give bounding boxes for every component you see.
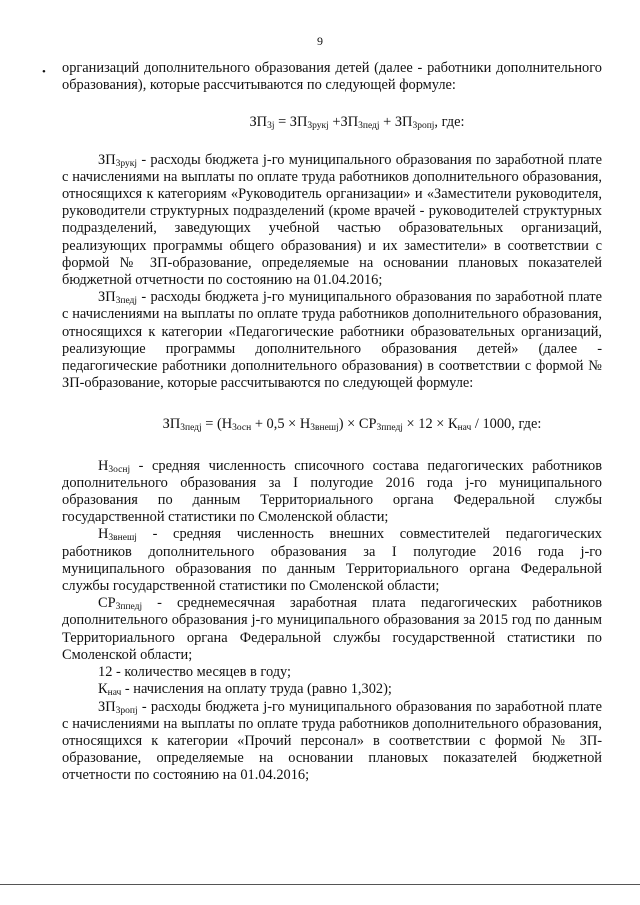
definition-symbol: Н <box>98 526 109 543</box>
definition-n-osn <box>62 458 602 527</box>
definition-symbol: СР <box>98 595 116 612</box>
definition-subscript: 3педj <box>115 296 138 307</box>
formula-term: Н <box>299 416 311 433</box>
intro-paragraph: организаций дополнительного образования детей (далее - работники дополнительного образования), которые рассчитываются по следующей формуле: <box>62 60 602 94</box>
formula-subscript: 3ппедj <box>376 423 403 434</box>
definition-zp-ruk <box>62 152 602 290</box>
formula-operator: = <box>274 114 290 131</box>
definition-text: - начисления на оплату труда (равно 1,302); <box>121 681 392 698</box>
definition-symbol: ЗП <box>98 151 116 168</box>
formula-subscript: 3педj <box>180 423 202 434</box>
definition-zp-ped <box>62 289 602 392</box>
formula-operator: + <box>328 114 341 131</box>
formula-term: ЗП <box>289 114 308 131</box>
formula-operator: × 12 × К <box>402 416 458 433</box>
document-body <box>62 60 602 785</box>
definition-symbol: Н <box>98 457 109 474</box>
formula-operator: + 0,5 × <box>251 416 300 433</box>
definition-symbol: ЗП <box>98 698 116 715</box>
definition-text: - расходы бюджета j-го муниципального образования по заработной плате с начислениями на выплаты по оплате труда работников дополнительного образования, относящихся к категории «Педагогические работники образовательных организаций, реализующие программы дополнительного образования детей» (далее - педагогические работники дополнительного образования) в соответствии с формой № ЗП-образование, которые рассчитываются по следующей формуле: <box>62 289 602 392</box>
definition-k-nach <box>62 681 602 698</box>
page-bottom-rule <box>0 884 640 885</box>
definition-text: - расходы бюджета j-го муниципального образования по заработной плате с начислениями на выплаты по оплате труда работников дополнительного образования, относящихся к категориям «Руководитель организации» и «Заместители руководителя, руководители структурных подразделений (кроме врачей - руководителей структурных подразделений, заведующих учебной частью образовательных организаций, реализующих программы общего образования) и их заместители» в соответствии с формой № ЗП-образование, определяемые на основании плановых показателей бюджетной отчетности по состоянию на 01.04.2016; <box>62 151 602 289</box>
formula-term: ЗП <box>340 114 359 131</box>
formula-term: ЗП <box>249 114 268 131</box>
formula-term: ЗП <box>394 114 413 131</box>
definition-n-vnesh <box>62 526 602 595</box>
formula-tail: , где: <box>434 114 465 131</box>
definition-text: - расходы бюджета j-го муниципального образования по заработной плате с начислениями на выплаты по оплате труда работников дополнительного образования, относящихся к категории «Прочий персонал» в соответствии с формой № ЗП-образование, определяемые на основании плановых показателей бюджетной отчетности по состоянию на 01.04.2016; <box>62 698 602 784</box>
formula-term: Н <box>221 416 233 433</box>
definition-subscript: 3внешj <box>108 533 137 544</box>
formula-subscript: нач <box>457 423 472 434</box>
definition-text: - средняя численность списочного состава педагогических работников дополнительного образования за I полугодие 2016 года j-го муниципального образования по данным Территориального органа Федеральной службы государственной статистики по Смоленской области; <box>62 457 602 526</box>
formula-subscript: 3внешj <box>310 423 339 434</box>
formula-operator: = ( <box>201 416 222 433</box>
formula-subscript: 3j <box>267 121 275 132</box>
definition-subscript: 3рукj <box>115 158 137 169</box>
definition-text: - среднемесячная заработная плата педагогических работников дополнительного образования j-го муниципального образования за 2015 год по данным Территориального органа Федеральной службы государственной статистики по Смоленской области; <box>62 595 602 663</box>
formula-subscript: 3осн <box>232 423 252 434</box>
formula-operator: + <box>379 114 395 131</box>
definition-subscript: нач <box>107 688 122 699</box>
definition-subscript: 3ропj <box>115 705 138 716</box>
page-number: 9 <box>317 34 323 48</box>
formula-subscript: 3ропj <box>412 121 435 132</box>
formula-term: ЗП <box>162 416 181 433</box>
formula-zp3 <box>62 114 602 131</box>
formula-subscript: 3рукj <box>307 121 329 132</box>
definition-sr <box>62 595 602 664</box>
definition-subscript: 3ппедj <box>115 602 143 613</box>
definition-subscript: 3оснj <box>108 464 131 475</box>
formula-zp3ped <box>62 416 602 433</box>
formula-subscript: 3педj <box>358 121 380 132</box>
definition-symbol: ЗП <box>98 289 116 306</box>
formula-operator: ) × СР <box>338 416 377 433</box>
margin-mark: • <box>42 66 46 78</box>
definition-zp-rop <box>62 699 602 785</box>
formula-tail: / 1000, где: <box>471 416 542 433</box>
definition-text: - средняя численность внешних совместителей педагогических работников дополнительного образования за I полугодие 2016 года j-го муниципального образования по данным Территориального органа Федеральной службы государственной статистики по Смоленской области; <box>62 526 602 595</box>
definition-months: 12 - количество месяцев в году; <box>98 664 292 681</box>
definition-symbol: К <box>98 681 108 698</box>
